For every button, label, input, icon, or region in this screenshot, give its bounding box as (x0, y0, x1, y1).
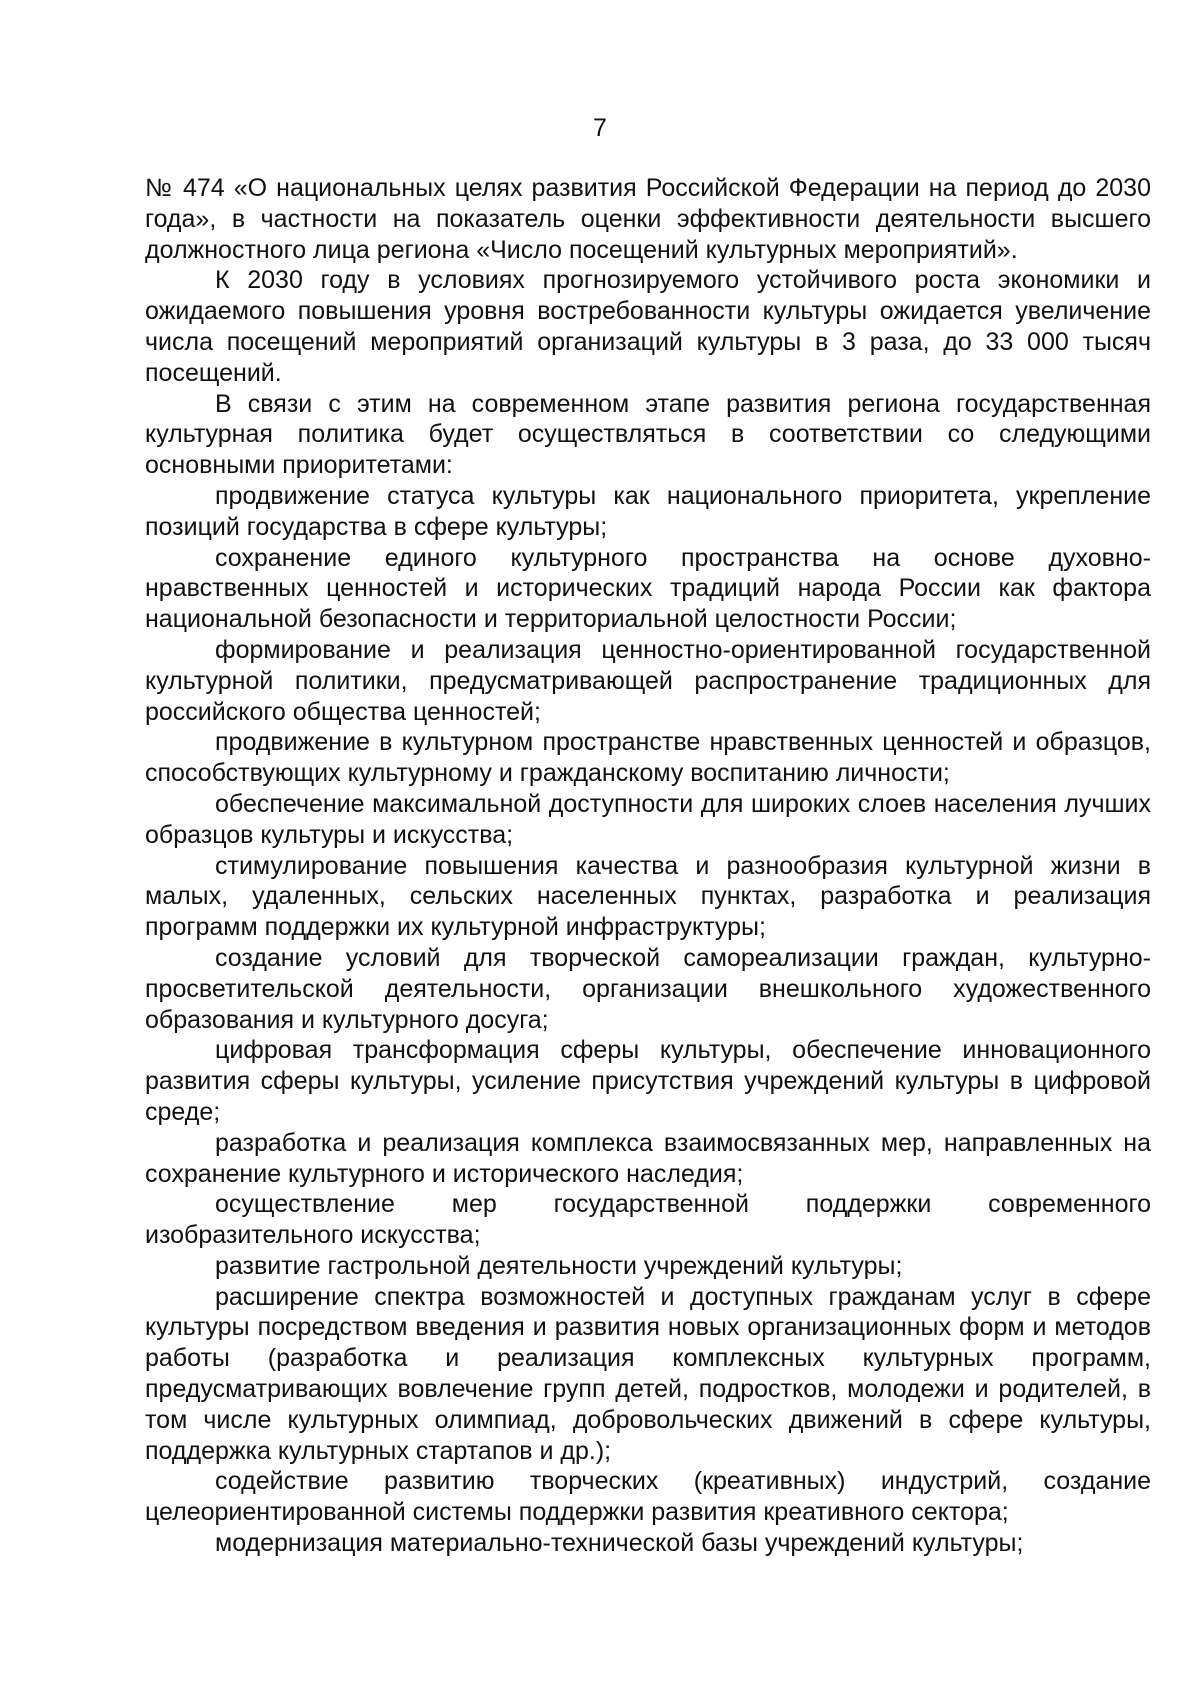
paragraph-priorities-intro: В связи с этим на современном этапе развития региона государственная культурная политика будет осуществляться в соответствии со следующими основными приоритетами: (145, 389, 1151, 480)
priority-item: содействие развитию творческих (креативных) индустрий, создание целеориентированной системы поддержки развития креативного сектора; (145, 1467, 1151, 1527)
priority-item: продвижение в культурном пространстве нравственных ценностей и образцов, способствующих культурному и гражданскому воспитанию личности; (145, 728, 1151, 788)
page-number: 7 (593, 114, 607, 142)
document-body (145, 173, 1151, 1559)
priority-item: сохранение единого культурного пространства на основе духовно-нравственных ценностей и исторических традиций народа России как фактора национальной безопасности и территориальной целостности России; (145, 543, 1151, 634)
priority-item: стимулирование повышения качества и разнообразия культурной жизни в малых, удаленных, сельских населенных пунктах, разработка и реализация программ поддержки их культурной инфраструктуры; (145, 851, 1151, 942)
priority-item: цифровая трансформация сферы культуры, обеспечение инновационного развития сферы культуры, усиление присутствия учреждений культуры в цифровой среде; (145, 1036, 1151, 1126)
paragraph-decree-reference: № 474 «О национальных целях развития Российской Федерации на период до 2030 года», в частности на показатель оценки эффективности деятельности высшего должностного лица региона «Число посещений культурных мероприятий». (145, 174, 1151, 264)
priority-item: расширение спектра возможностей и доступных гражданам услуг в сфере культуры посредством введения и развития новых организационных форм и методов работы (разработка и реализация комплексных культурных программ, предусматривающих вовлечение групп детей, подростков, молодежи и родителей, в том числе культурных олимпиад, добровольческих движений в сфере культуры, поддержка культурных стартапов и др.); (145, 1282, 1151, 1465)
priority-item: модернизация материально-технической базы учреждений культуры; (215, 1529, 1024, 1558)
priority-item: обеспечение максимальной доступности для широких слоев населения лучших образцов культуры и искусства; (145, 789, 1151, 849)
priority-item: создание условий для творческой самореализации граждан, культурно-просветительской деятельности, организации внешкольного художественного образования и культурного досуга; (145, 943, 1151, 1034)
priority-item: развитие гастрольной деятельности учреждений культуры; (215, 1251, 903, 1280)
priority-item: разработка и реализация комплекса взаимосвязанных мер, направленных на сохранение культурного и исторического наследия; (145, 1128, 1151, 1188)
priority-item: осуществление мер государственной поддержки современного изобразительного искусства; (145, 1190, 1151, 1250)
paragraph-2030-forecast: К 2030 году в условиях прогнозируемого устойчивого роста экономики и ожидаемого повышения уровня востребованности культуры ожидается увеличение числа посещений мероприятий организаций культуры в 3 раза, до 33 000 тысяч посещений. (145, 266, 1151, 387)
priority-item: продвижение статуса культуры как национального приоритета, укрепление позиций государства в сфере культуры; (145, 481, 1151, 541)
priority-item: формирование и реализация ценностно-ориентированной государственной культурной политики, предусматривающей распространение традиционных для российского общества ценностей; (145, 635, 1151, 726)
